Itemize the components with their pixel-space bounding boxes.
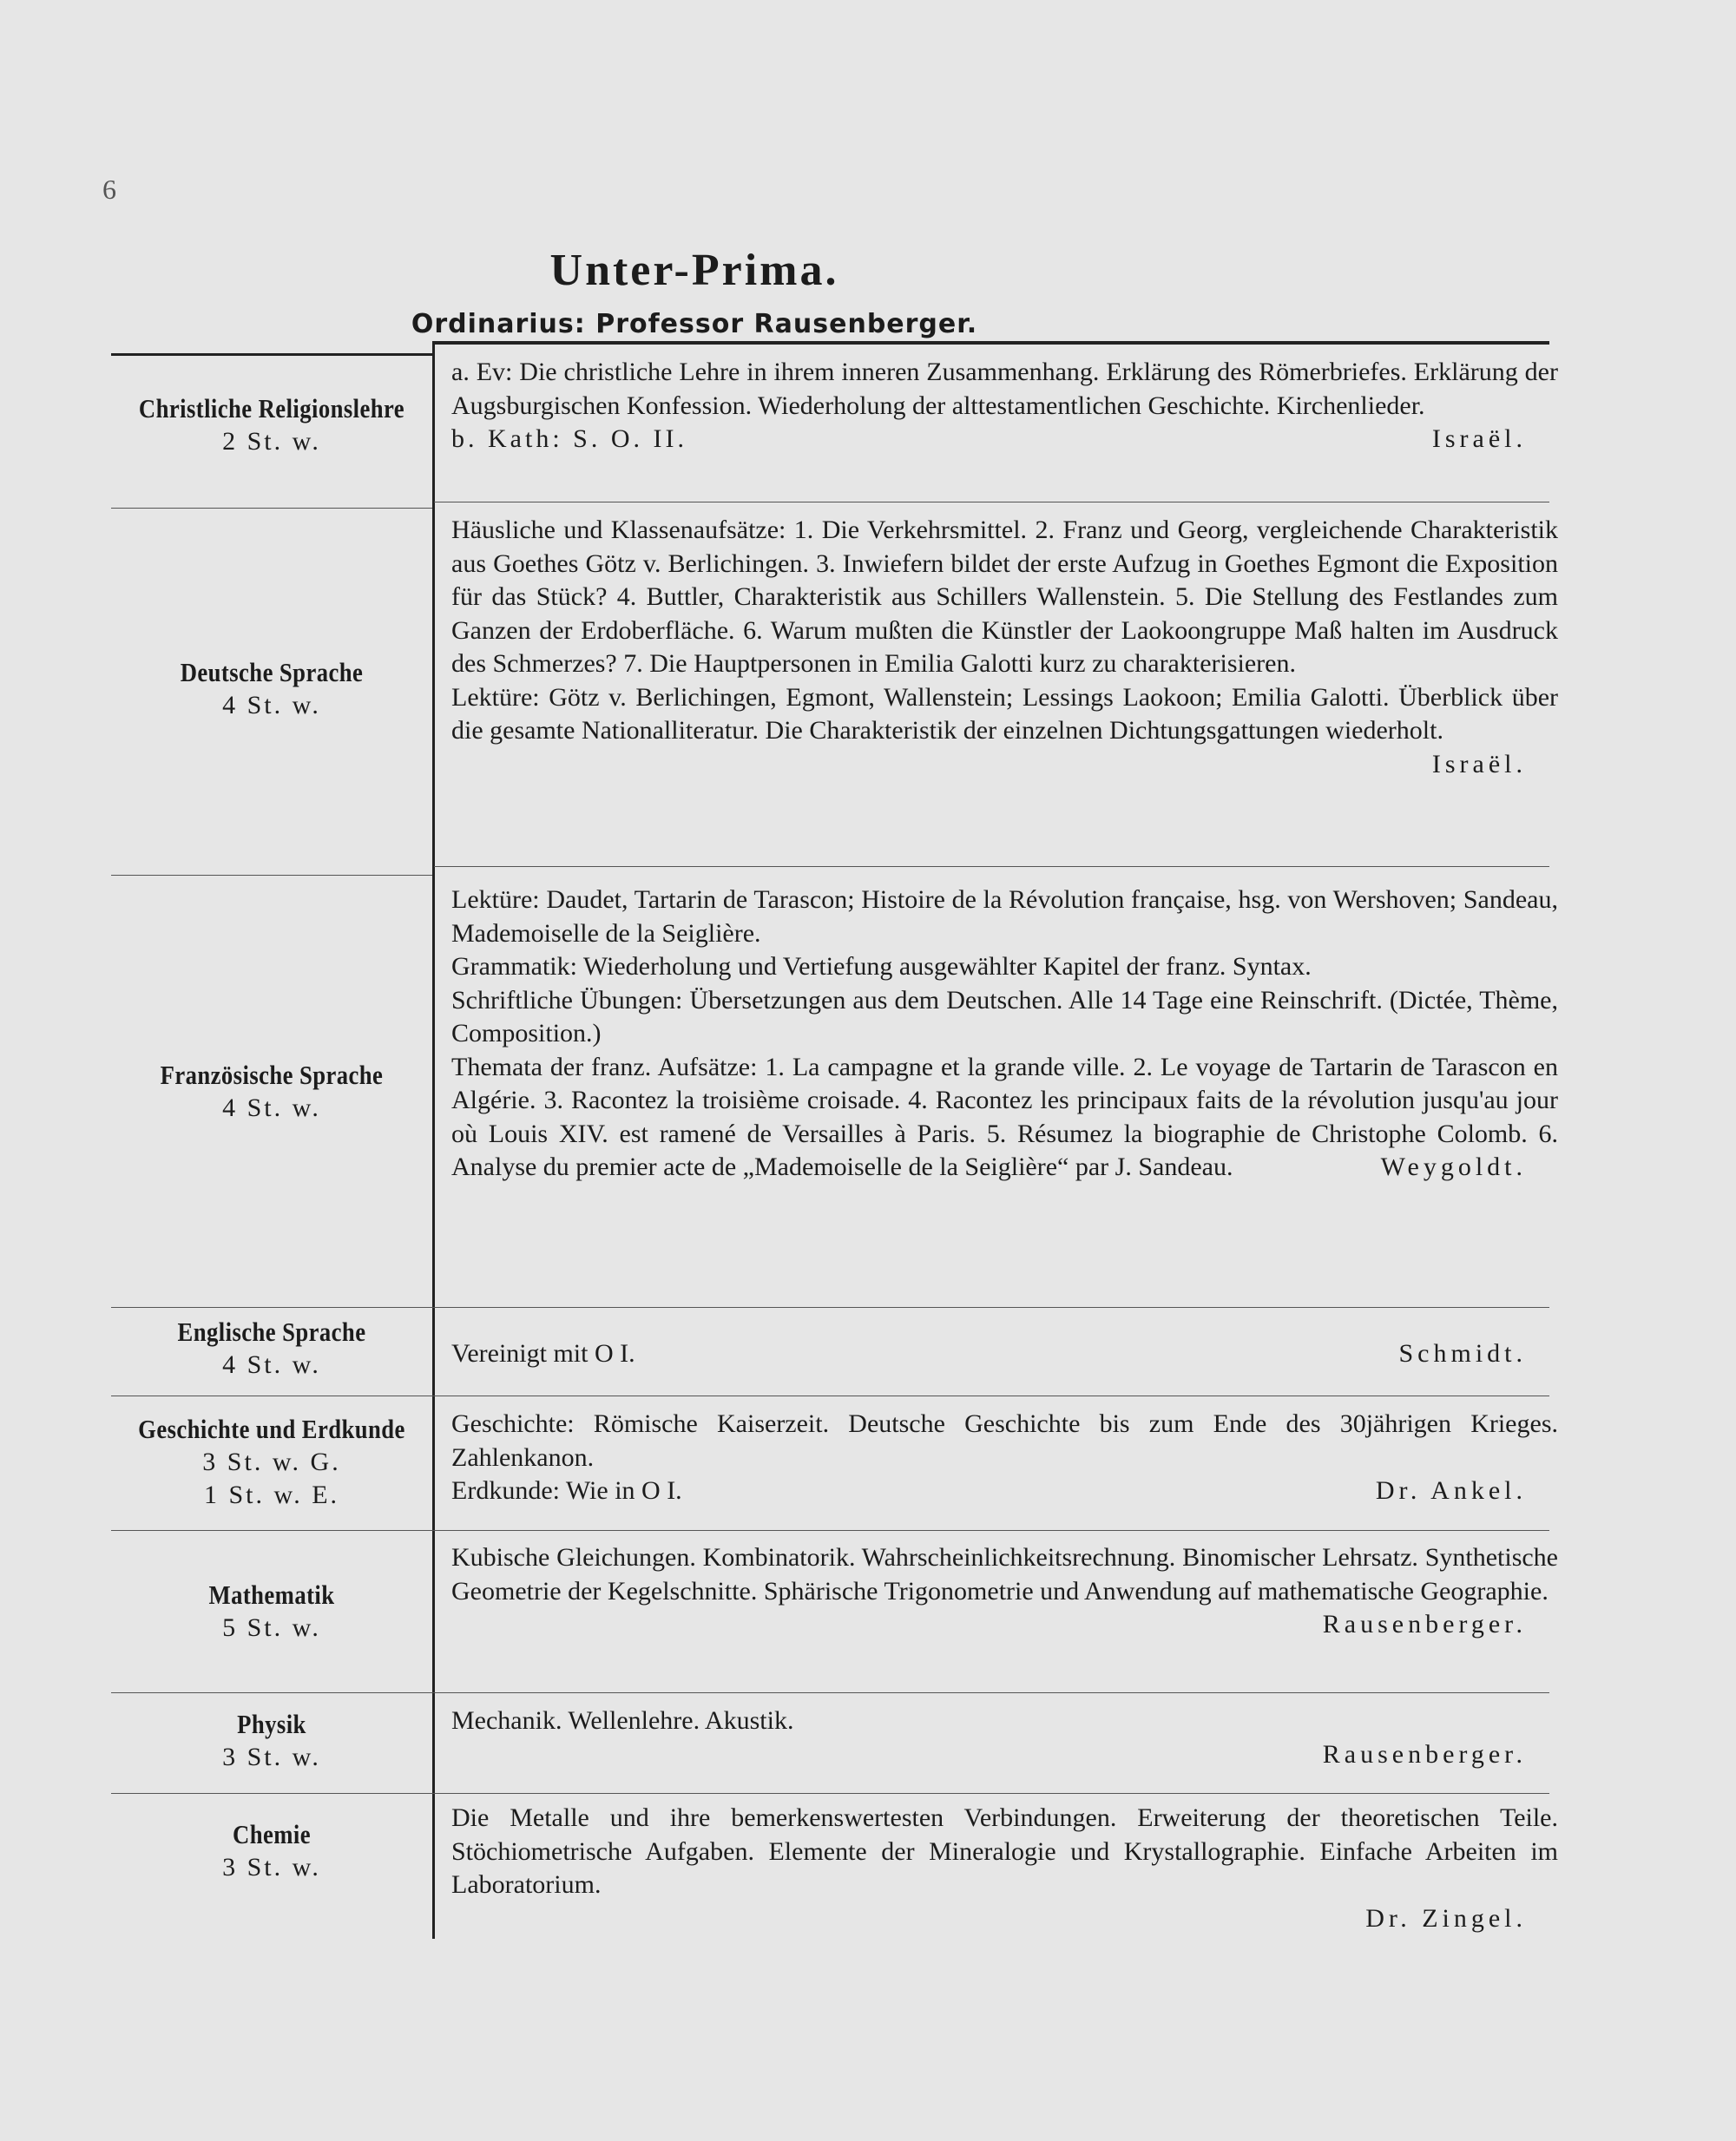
subject-cell: [111, 1413, 432, 1512]
subject-cell: [111, 1708, 432, 1774]
teacher-name: Schmidt.: [1398, 1339, 1527, 1368]
table-top-rule-left: [111, 353, 434, 356]
ordinarius-line: Ordinarius: Professor Rausenberger.: [411, 309, 978, 339]
content-cell: [451, 1337, 1558, 1371]
row-divider: [111, 1307, 1549, 1308]
row-divider: [111, 1793, 1549, 1794]
subject-hours: 4 St. w.: [222, 691, 321, 719]
subject-hours: 3 St. w.: [222, 1743, 321, 1771]
teacher-name: Dr. Ankel.: [1375, 1476, 1527, 1505]
row-divider: [111, 1692, 1549, 1693]
subject-name: Französische Sprache: [160, 1060, 384, 1090]
subject-hours: 4 St. w.: [222, 1093, 321, 1122]
content-text: Mechanik. Wellenlehre. Akustik.: [451, 1706, 794, 1735]
content-text: a. Ev: Die christliche Lehre in ihrem inneren Zusammenhang. Erklärung des Römerbriefes. Erklärung der Augsburgischen Konfession. Wiederholung der alttestamentlichen Geschichte. Kirchenlieder.: [451, 358, 1558, 420]
subject-hours: 3 St. w.: [222, 1853, 321, 1882]
subject-cell: [111, 1579, 432, 1645]
row-divider-subject: [111, 508, 432, 509]
content-text: Häusliche und Klassenaufsätze: 1. Die Verkehrsmittel. 2. Franz und Georg, vergleichende Charakteristik aus Goethes Götz v. Berlichingen. 3. Inwiefern bildet der erste Aufzug in Goethes Egmont die Exposition für das Stück? 4. Buttler, Charakteristik aus Schillers Wallenstein. 5. Die Stellung des Festlandes zum Ganzen der Erdoberfläche. 6. Warum mußten die Künstler der Laokoongruppe Maß halten im Ausdruck des Schmerzes? 7. Die Hauptpersonen in Emilia Galotti kurz zu charakterisieren.: [451, 516, 1558, 678]
subject-name: Englische Sprache: [177, 1317, 366, 1347]
subject-cell: [111, 392, 432, 458]
content-text: Schriftliche Übungen: Übersetzungen aus dem Deutschen. Alle 14 Tage eine Reinschrift. (Dictée, Thème, Composition.): [451, 985, 1558, 1048]
row-divider-subject: [111, 875, 432, 876]
content-text: Kubische Gleichungen. Kombinatorik. Wahrscheinlichkeitsrechnung. Binomischer Lehrsatz. Synthetische Geometrie der Kegelschnitte. Sphärische Trigonometrie und Anwendung auf mathematische Geographie.: [451, 1543, 1558, 1606]
content-cell: [451, 1704, 1558, 1771]
teacher-name: Weygoldt.: [1380, 1153, 1527, 1181]
content-text: Themata der franz. Aufsätze: 1. La campagne et la grande ville. 2. Le voyage de Tartarin de Tarascon en Algérie. 3. Racontez la troisième croisade. 4. Racontez les principaux faits de la révolution jusqu'au jour où Louis XIV. est ramené de Versailles à Paris. 5. Résumez la biographie de Christophe Colomb. 6. Analyse du premier acte de „Mademoiselle de la Seiglière“ par J. Sandeau. Weygoldt.: [451, 1051, 1558, 1185]
content-cell: [451, 1541, 1558, 1642]
subject-cell: [111, 1059, 432, 1125]
subject-name: Chemie: [233, 1819, 311, 1849]
subject-cell: [111, 1316, 432, 1382]
content-text: Erdkunde: Wie in O I. Dr. Ankel.: [451, 1474, 1558, 1508]
content-text: Lektüre: Daudet, Tartarin de Tarascon; Histoire de la Révolution française, hsg. von Wershoven; Sandeau, Mademoiselle de la Seiglière.: [451, 885, 1558, 948]
content-cell: [451, 883, 1558, 1185]
subject-name: Mathematik: [208, 1579, 335, 1610]
subject-hours: 4 St. w.: [222, 1350, 321, 1379]
teacher-name: Israël.: [1431, 749, 1527, 778]
teacher-name: Rausenberger.: [1322, 1610, 1527, 1639]
subject-name: Physik: [237, 1709, 306, 1739]
content-cell: [451, 356, 1558, 456]
page-number: 6: [102, 174, 116, 205]
content-text: b. Kath: S. O. II. Israël.: [451, 423, 1558, 456]
page-title: Unter-Prima.: [549, 246, 839, 295]
subject-name: Christliche Religionslehre: [138, 393, 405, 424]
content-text: Die Metalle und ihre bemerkenswertesten Verbindungen. Erweiterung der theoretischen Teile. Stöchiometrische Aufgaben. Elemente der Mineralogie und Krystallographie. Einfache Arbeiten im Laboratorium.: [451, 1803, 1558, 1899]
subject-hours: 5 St. w.: [222, 1613, 321, 1642]
row-divider: [111, 1530, 1549, 1531]
content-text: Geschichte: Römische Kaiserzeit. Deutsche Geschichte bis zum Ende des 30jährigen Krieges. Zahlenkanon.: [451, 1409, 1558, 1472]
content-text: Grammatik: Wiederholung und Vertiefung ausgewählter Kapitel der franz. Syntax.: [451, 952, 1312, 981]
subject-hours: 2 St. w.: [222, 427, 321, 456]
teacher-name: Israël.: [1431, 424, 1527, 453]
table-top-rule-right: [432, 341, 1549, 345]
subject-hours: 3 St. w. G.: [202, 1448, 341, 1476]
row-divider-content: [434, 866, 1549, 867]
page-heading: [0, 245, 1389, 339]
content-cell: [451, 1802, 1558, 1935]
subject-cell: [111, 656, 432, 722]
subject-name: Geschichte und Erdkunde: [138, 1414, 405, 1444]
subject-hours: 1 St. w. E.: [203, 1481, 340, 1509]
teacher-name: Rausenberger.: [1322, 1739, 1527, 1769]
content-cell: [451, 1408, 1558, 1508]
column-divider: [432, 342, 435, 1939]
subject-name: Deutsche Sprache: [180, 657, 364, 687]
teacher-name: Dr. Zingel.: [1365, 1903, 1527, 1933]
content-text: Vereinigt mit O I. Schmidt.: [451, 1337, 1558, 1371]
subject-cell: [111, 1818, 432, 1884]
content-cell: [451, 514, 1558, 781]
content-text: Lektüre: Götz v. Berlichingen, Egmont, Wallenstein; Lessings Laokoon; Emilia Galotti. Überblick über die gesamte Nationalliteratur. Die Charakteristik der einzelnen Dichtungsgattungen wiederholt. Israël.: [451, 681, 1558, 748]
